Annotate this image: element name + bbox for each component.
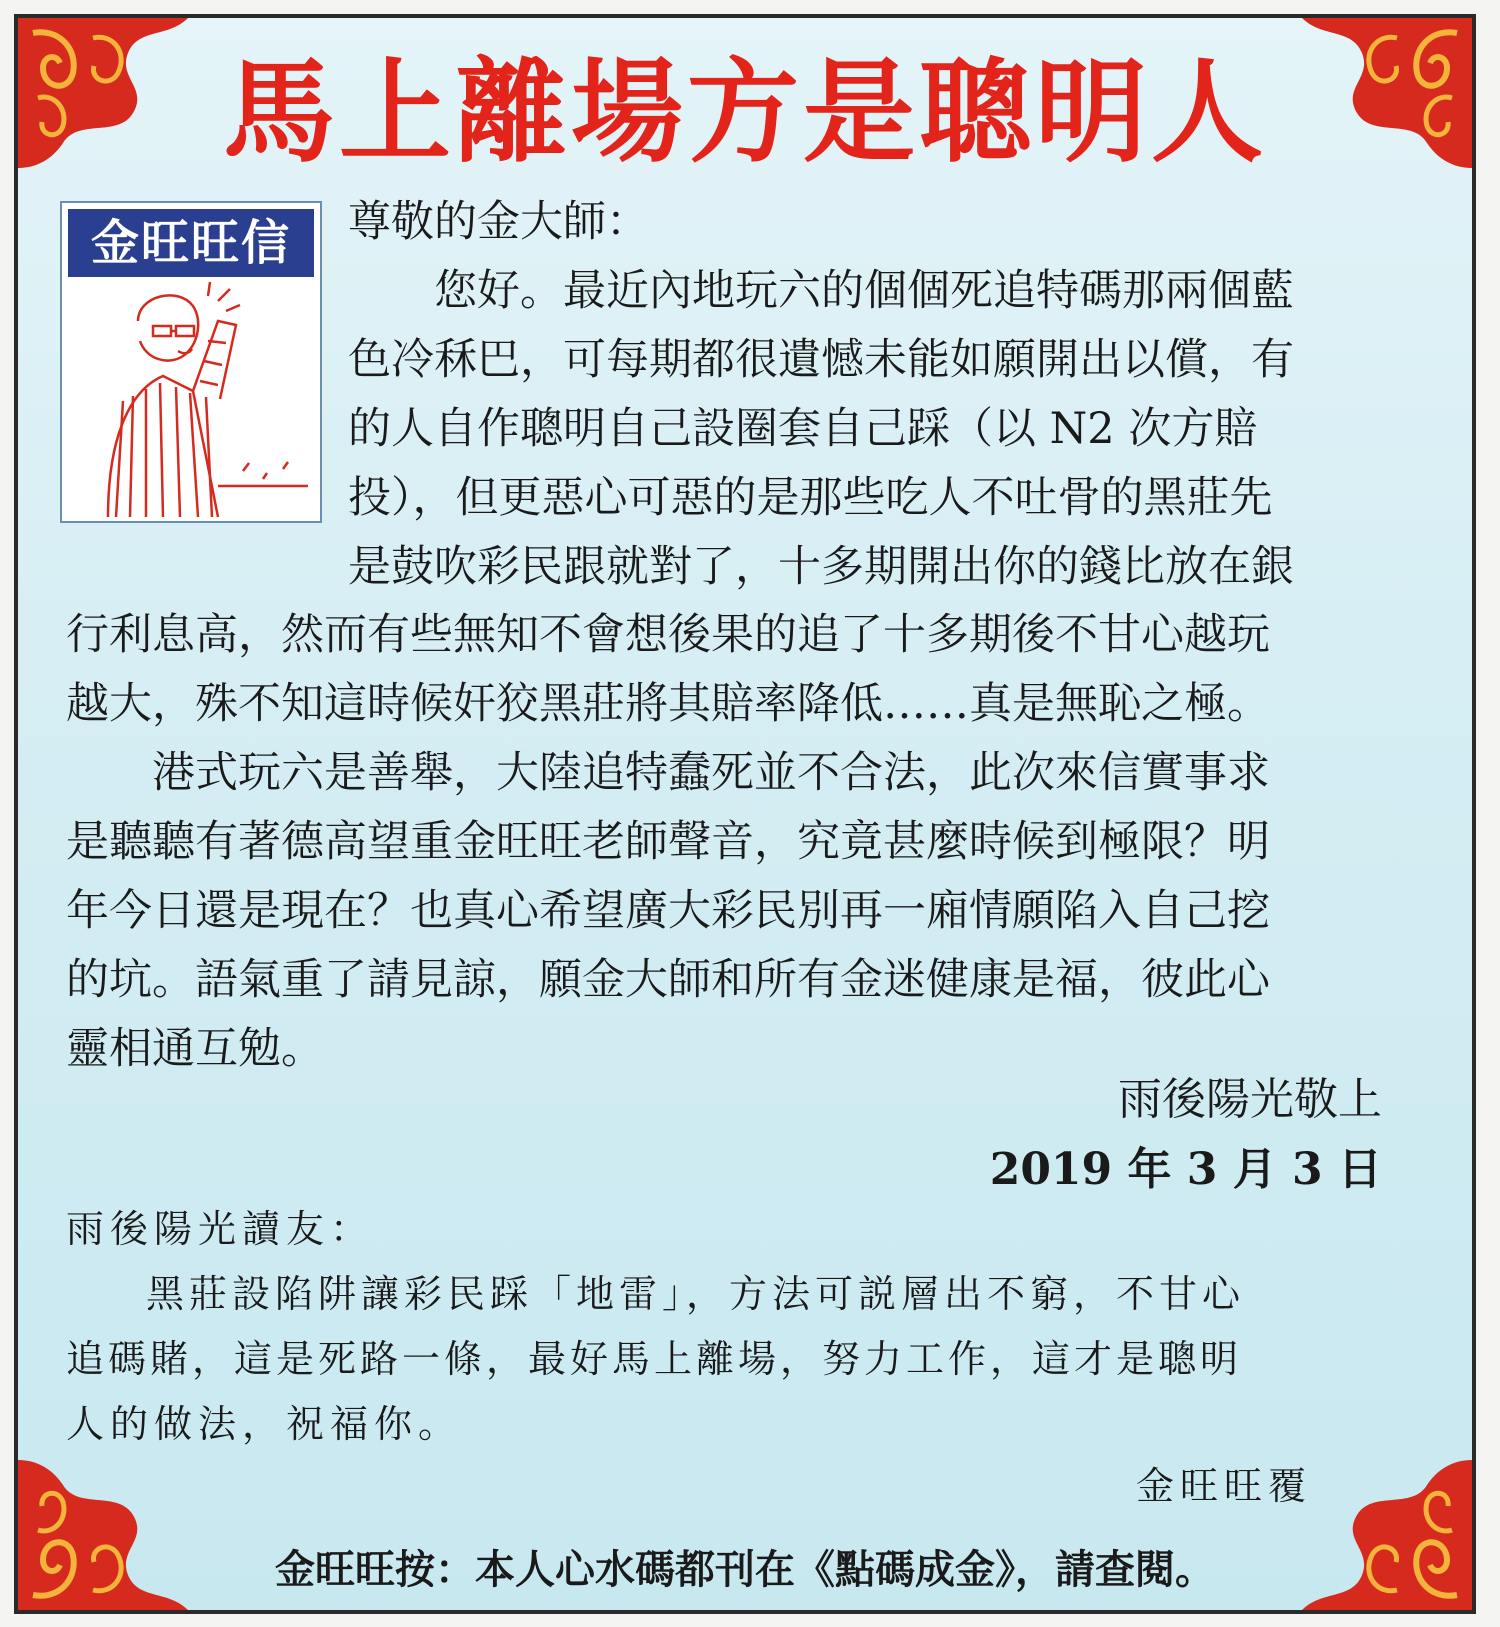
reply-line: 人的做法，祝福你。	[66, 1402, 463, 1446]
newspaper-column	[14, 14, 1476, 1614]
column-label: 金旺旺信箱	[68, 209, 314, 277]
letter-salutation: 尊敬的金大師：	[348, 197, 649, 247]
letter-line: 您好。最近內地玩六的個個死追特碼那兩個藍	[434, 266, 1294, 316]
columnist-illustration	[68, 281, 316, 517]
reply-signer: 金旺旺覆	[1135, 1464, 1312, 1508]
letter-line: 港式玩六是善舉，大陸追特蠢死並不合法，此次來信實事求	[152, 748, 1270, 798]
letter-line: 的人自作聰明自己設圈套自己踩（以 N2 次方賠	[348, 404, 1258, 454]
reply-line: 追碼賭，這是死路一條，最好馬上離場，努力工作，這才是聰明	[66, 1337, 1243, 1381]
letter-opening	[348, 188, 1388, 602]
letter-signer: 雨後陽光敬上	[1118, 1074, 1382, 1125]
letter-line: 的坑。語氣重了請見諒，願金大師和所有金迷健康是福，彼此心	[66, 955, 1270, 1005]
footnote: 金旺旺按：本人心水碼都刊在《點碼成金》，請查閱。	[275, 1547, 1215, 1593]
letter-line: 靈相通互勉。	[66, 1024, 324, 1074]
letter-line: 是鼓吹彩民跟就對了，十多期開出你的錢比放在銀	[348, 542, 1294, 592]
letter-line: 行利息高，然而有些無知不會想後果的追了十多期後不甘心越玩	[66, 610, 1270, 660]
letter-line: 色冷秝巴，可每期都很遺憾未能如願開出以償，有	[348, 335, 1294, 385]
letter-line: 投），但更惡心可惡的是那些吃人不吐骨的黑莊先	[348, 473, 1273, 523]
letter-line: 是聽聽有著德高望重金旺旺老師聲音，究竟甚麼時候到極限？明	[66, 817, 1270, 867]
letter-body	[66, 601, 1396, 1084]
letter-date: 2019 年 3 月 3 日	[989, 1144, 1382, 1195]
letter-line: 越大，殊不知這時候奸狡黑莊將其賠率降低……真是無恥之極。	[66, 679, 1270, 729]
letter-line: 年今日還是現在？也真心希望廣大彩民別再一廂情願陷入自己挖	[66, 886, 1270, 936]
column-logo	[60, 201, 322, 523]
headline: 馬上離場方是聰明人	[223, 47, 1267, 178]
reply-greeting: 雨後陽光讀友：	[66, 1207, 375, 1251]
reply-line: 黑莊設陷阱讓彩民踩「地雷」，方法可説層出不窮，不甘心	[146, 1272, 1246, 1316]
